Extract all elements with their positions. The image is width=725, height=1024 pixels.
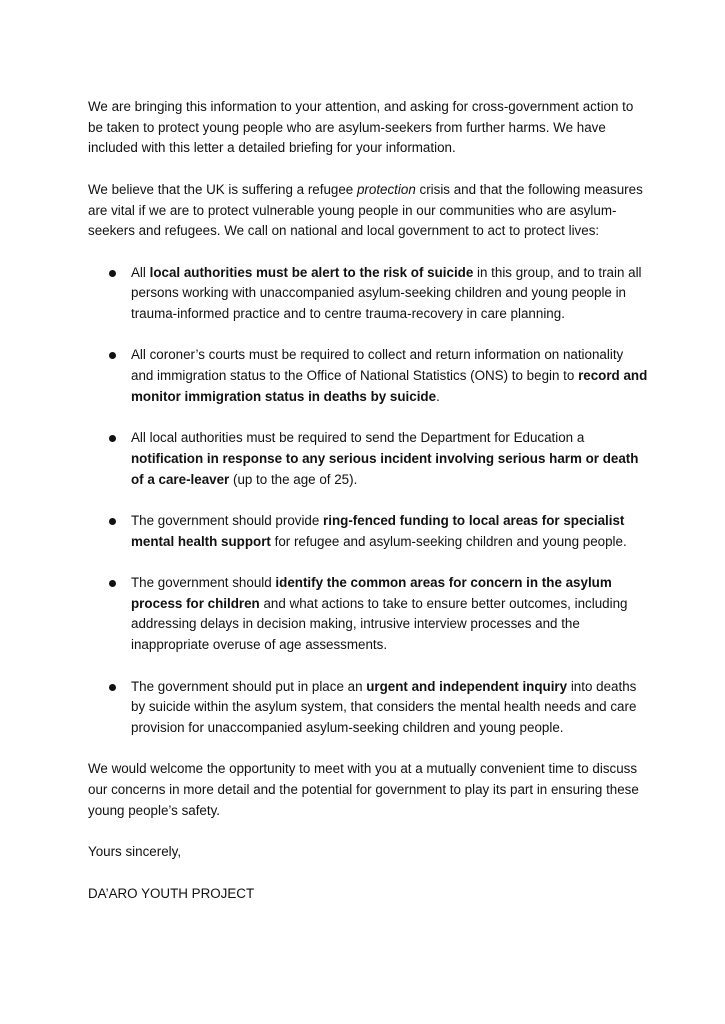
crisis-text-after: crisis and that the following measures are vital if we are to protect vulnerable young people in our communities who are asylum-seekers and refugees. We call on national and local government to act to protect lives: bbox=[88, 181, 643, 239]
crisis-text-before: We believe that the UK is suffering a refugee bbox=[88, 181, 357, 197]
list-item bbox=[88, 677, 648, 739]
measure-text-pre: All local authorities must be required to send the Department for Education a bbox=[131, 430, 585, 446]
measure-text-pre: The government should bbox=[131, 575, 276, 591]
measures-list bbox=[88, 263, 648, 739]
list-item bbox=[88, 263, 648, 325]
measure-text-bold: record and monitor immigration status in deaths by suicide bbox=[131, 368, 648, 404]
measure-text-pre: The government should provide bbox=[131, 512, 324, 528]
measure-text-post: . bbox=[436, 388, 440, 404]
bullet-icon bbox=[109, 270, 116, 277]
bullet-icon bbox=[109, 684, 116, 691]
bullet-icon bbox=[109, 518, 116, 525]
list-item bbox=[88, 511, 648, 552]
measure-text-post: (up to the age of 25). bbox=[229, 471, 358, 487]
measure-text-bold: urgent and independent inquiry bbox=[366, 678, 568, 694]
measure-text-pre: All coroner’s courts must be required to collect and return information on nationality and immigration status to the Office of National Statistics (ONS) to begin to bbox=[131, 347, 624, 384]
measure-text-pre: The government should put in place an bbox=[131, 678, 367, 694]
measure-text-post: in this group, and to train all persons working with unaccompanied asylum-seeking children and young people in trauma-informed practice and to centre trauma-recovery in care planning. bbox=[131, 264, 642, 321]
list-item bbox=[88, 428, 648, 490]
intro-paragraph: We are bringing this information to your attention, and asking for cross-government action to be taken to protect young people who are asylum-seekers from further harms. We have included with this letter a detailed briefing for your information. bbox=[88, 99, 634, 156]
bullet-icon bbox=[109, 435, 116, 442]
measure-text-pre: All bbox=[131, 264, 150, 280]
measure-text-bold: identify the common areas for concern in the asylum process for children bbox=[131, 575, 612, 611]
crisis-paragraph bbox=[88, 180, 648, 242]
measure-text-post: and what actions to take to ensure better outcomes, including addressing delays in decision making, intrusive interview processes and the inappropriate overuse of age assessments. bbox=[131, 595, 628, 653]
measure-text-post: into deaths by suicide within the asylum system, that considers the mental health needs and care provision for unaccompanied asylum-seeking children and young people. bbox=[131, 678, 637, 735]
letter-body bbox=[88, 97, 648, 904]
measure-text-post: for refugee and asylum-seeking children and young people. bbox=[270, 533, 627, 549]
sign-off: Yours sincerely, bbox=[88, 844, 182, 860]
signatory: DA’ARO YOUTH PROJECT bbox=[88, 885, 255, 901]
measure-text-bold: local authorities must be alert to the risk of suicide bbox=[149, 264, 474, 280]
measure-text-bold: ring-fenced funding to local areas for specialist mental health support bbox=[131, 512, 625, 549]
measure-text-bold: notification in response to any serious incident involving serious harm or death of a care-leaver bbox=[131, 450, 639, 487]
bullet-icon bbox=[109, 352, 116, 359]
list-item bbox=[88, 573, 648, 656]
closing-paragraph: We would welcome the opportunity to meet with you at a mutually convenient time to discuss our concerns in more detail and the potential for government to play its part in ensuring these young people’s safety. bbox=[88, 761, 639, 818]
bullet-icon bbox=[109, 580, 116, 587]
list-item bbox=[88, 345, 648, 407]
crisis-emphasis: protection bbox=[356, 181, 416, 197]
